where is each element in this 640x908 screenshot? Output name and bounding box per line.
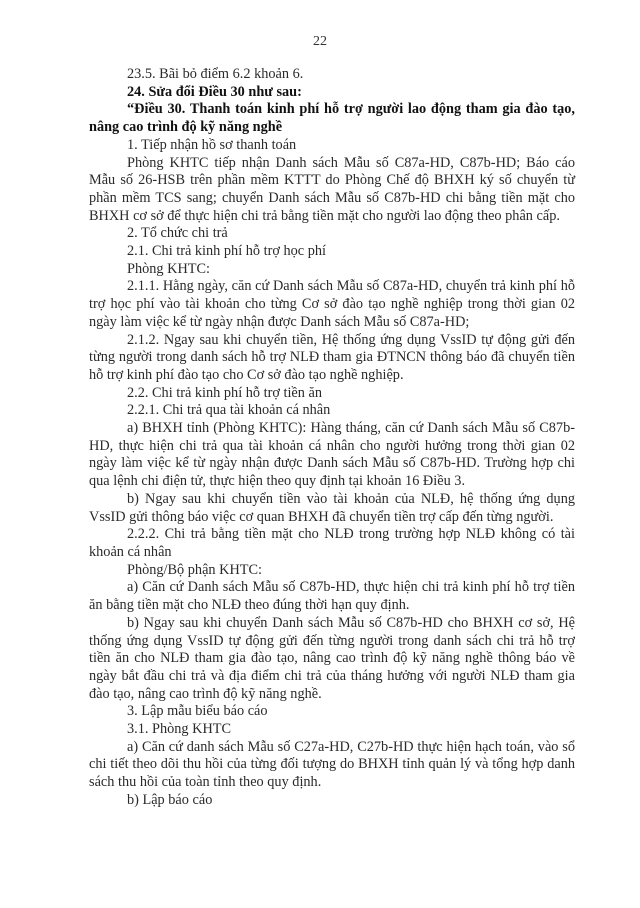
paragraph: a) BHXH tỉnh (Phòng KHTC): Hàng tháng, căn cứ Danh sách Mẫu số C87b-HD, thực hiện chi trả qua tài khoản cá nhân cho người hưởng trong thời gian 02 ngày làm việc kể từ ngày nhận được Danh sách Mẫu số C87b-HD. Trường hợp chi qua lệnh chi điện tử, thực hiện theo quy định tại khoản 16 Điều 3.: [89, 420, 575, 490]
paragraph: 1. Tiếp nhận hồ sơ thanh toán: [127, 136, 297, 153]
paragraph: 2.1.1. Hằng ngày, căn cứ Danh sách Mẫu số C87a-HD, chuyển trả kinh phí hỗ trợ học phí vào tài khoản cho từng Cơ sở đào tạo nghề nghiệp trong thời gian 02 ngày làm việc kể từ ngày nhận được Danh sách Mẫu số C87a-HD;: [89, 278, 575, 330]
document-body: [89, 66, 575, 810]
paragraph: 2.2. Chi trả kinh phí hỗ trợ tiền ăn: [127, 384, 322, 401]
paragraph: a) Căn cứ danh sách Mẫu số C27a-HD, C27b-HD thực hiện hạch toán, vào sổ chi tiết theo dõi thu hồi của từng đối tượng do BHXH tỉnh quản lý và tổng hợp danh sách thu hồi của toàn tỉnh theo quy định.: [89, 738, 575, 791]
paragraph: 2.2.2. Chi trả bằng tiền mặt cho NLĐ trong trường hợp NLĐ không có tài khoản cá nhân: [89, 526, 575, 560]
paragraph: 23.5. Bãi bỏ điểm 6.2 khoản 6.: [127, 66, 304, 82]
paragraph: 2.1.2. Ngay sau khi chuyển tiền, Hệ thống ứng dụng VssID tự động gửi đến từng người trong danh sách hỗ trợ NLĐ tham gia ĐTNCN thông báo đã chuyển tiền hỗ trợ kinh phí đào tạo cho Cơ sở đào tạo nghề nghiệp.: [89, 331, 575, 383]
paragraph: 3. Lập mẫu biểu báo cáo: [127, 703, 268, 720]
paragraph: a) Căn cứ Danh sách Mẫu số C87b-HD, thực hiện chi trả kinh phí hỗ trợ tiền ăn bằng tiền mặt cho NLĐ theo đúng thời hạn quy định.: [89, 579, 575, 614]
page-number: 22: [313, 34, 327, 49]
paragraph: Phòng/Bộ phận KHTC:: [127, 561, 263, 578]
paragraph: 2.1. Chi trả kinh phí hỗ trợ học phí: [127, 243, 326, 260]
paragraph: 3.1. Phòng KHTC: [127, 721, 232, 738]
paragraph: 2. Tổ chức chi trả: [127, 225, 228, 242]
paragraph: b) Ngay sau khi chuyển tiền vào tài khoản của NLĐ, hệ thống ứng dụng VssID gửi thông báo việc cơ quan BHXH đã chuyển tiền trợ cấp đến từng người.: [89, 490, 575, 525]
paragraph: Phòng KHTC tiếp nhận Danh sách Mẫu số C87a-HD, C87b-HD; Báo cáo Mẫu số 26-HSB trên phần mềm KTTT do Phòng Chế độ BHXH ký số chuyển từ phần mềm TCS sang; chuyển Danh sách Mẫu số C87b-HD chi bằng tiền mặt cho BHXH cơ sở để thực hiện chi trả bằng tiền mặt cho người lao động theo phân cấp.: [89, 154, 575, 224]
paragraph: b) Ngay sau khi chuyển Danh sách Mẫu số C87b-HD cho BHXH cơ sở, Hệ thống ứng dụng VssID tự động gửi đến từng người trong danh sách chi trả hỗ trợ tiền ăn cho NLĐ tham gia đào tạo, nâng cao trình độ kỹ năng nghề thông báo về ngày bắt đầu chi trả và địa điểm chi trả của tháng hưởng với người NLĐ tham gia đào tạo, nâng cao trình độ kỹ năng nghề.: [89, 614, 575, 702]
paragraph: b) Lập báo cáo: [127, 791, 213, 808]
paragraph: Phòng KHTC:: [127, 260, 211, 277]
paragraph: 2.2.1. Chi trả qua tài khoản cá nhân: [127, 402, 331, 419]
article-heading: “Điều 30. Thanh toán kinh phí hỗ trợ người lao động tham gia đào tạo, nâng cao trình độ kỹ năng nghề: [89, 101, 575, 136]
section-heading: 24. Sửa đổi Điều 30 như sau:: [127, 83, 302, 100]
